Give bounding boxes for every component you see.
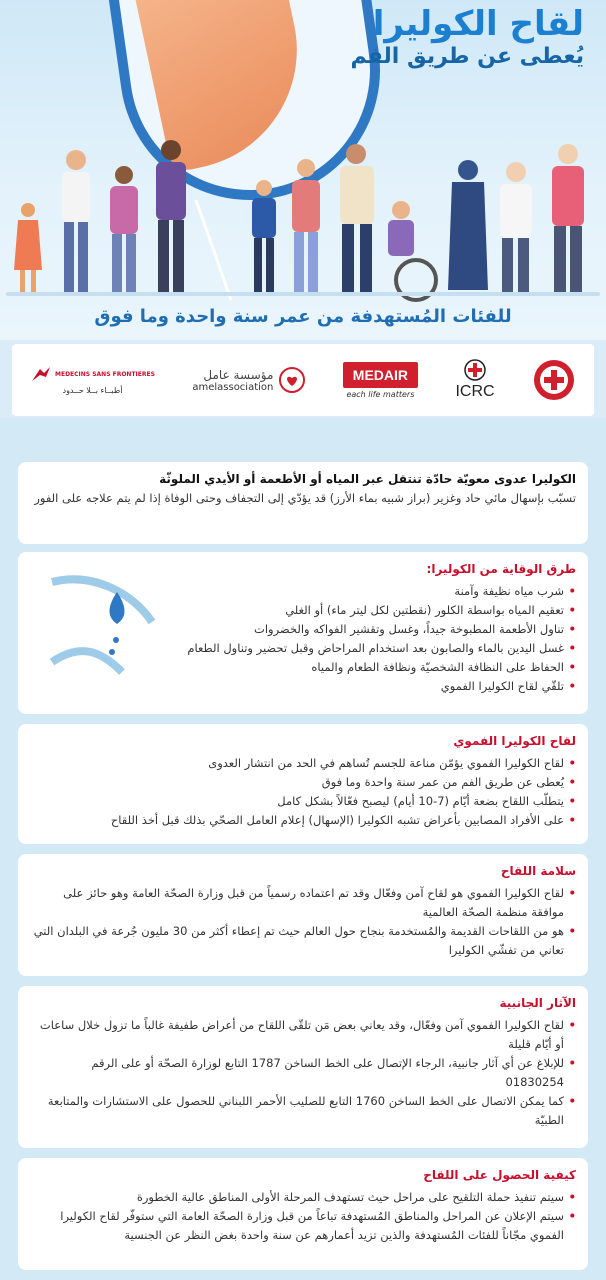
lebanese-red-cross-icon [532, 358, 576, 402]
list-item: • غسل اليدين بالماء والصابون بعد استخدام المراحاض وقبل تحضير وتناول الطعام [30, 639, 576, 658]
amel-logo [192, 367, 305, 393]
list-item: • تناول الأطعمة المطبوخة جيداً، وغسل وتقشير الفواكه والخضروات [30, 620, 576, 639]
target-groups-tagline: للفئات المُستهدفة من عمر سنة واحدة وما فوق [94, 306, 512, 327]
intro-section [18, 462, 588, 544]
list-item: • للإبلاغ عن أي آثار جانبية، الرجاء الإتصال على الخط الساخن 1787 التابع لوزارة الصحّة أو على الرقم 01830254 [30, 1054, 576, 1092]
side-effects-list [30, 1016, 576, 1130]
list-item: • يتطلّب اللقاح بضعة أيّام (7-10 أيام) ليصبح فعّالاً بشكل كامل [30, 792, 576, 811]
list-item: • تعقيم المياه بواسطة الكلور (نقطتين لكل ليتر ماء) أو الغلي [30, 601, 576, 620]
side-effects-section [18, 986, 588, 1148]
person-elderly-woman [500, 162, 532, 292]
list-item: • سيتم الإعلان عن المراحل والمناطق المُستهدفة تباعاً من قبل وزارة الصحّة العامة التي ستوفّر لقاح الكوليرا الفموي مجّاناً للفئات المُستهدفة والذين تزيد أعمارهم عن سنة واحدة بغض النظر عن الجنسية [30, 1207, 576, 1245]
list-item: • هو من اللقاحات القديمة والمُستخدمة بنجاح حول العالم حيث تم إعطاء أكثر من 30 مليون جُرعة في البلدان التي تعاني من تفشّي الكوليرا [30, 922, 576, 960]
medair-logo [343, 362, 418, 399]
amel-name-en: amelassociation [192, 381, 274, 393]
access-list [30, 1188, 576, 1245]
person-man-white [62, 150, 90, 292]
safety-section [18, 854, 588, 976]
person-woman-pink [292, 159, 320, 292]
person-blind-man [156, 140, 231, 300]
icrc-cross-icon [464, 359, 486, 381]
prevention-list [30, 582, 576, 696]
person-woman-baby [110, 166, 138, 292]
icrc-name: ICRC [455, 383, 495, 400]
person-elderly-man [552, 144, 584, 292]
content-background [0, 418, 606, 1280]
msf-logo [30, 365, 155, 395]
list-item: • شرب مياه نظيفة وآمنة [30, 582, 576, 601]
page-title: لقاح الكوليرا [372, 4, 584, 44]
vaccine-heading: لقاح الكوليرا الفموي [453, 734, 576, 748]
person-girl [14, 203, 42, 292]
list-item: • سيتم تنفيذ حملة التلقيح على مراحل حيث تستهدف المرحلة الأولى المناطق عالية الخطورة [30, 1188, 576, 1207]
person-hijab-woman [448, 160, 488, 290]
list-item: • على الأفراد المصابين بأعراض تشبه الكوليرا (الإسهال) إعلام العامل الصحّي بذلك قبل أخذ اللقاح [30, 811, 576, 830]
access-section [18, 1158, 588, 1270]
vaccine-list [30, 754, 576, 830]
safety-heading: سلامة اللقاح [500, 864, 576, 878]
msf-name-en: MEDECINS SANS FRONTIERES [55, 370, 155, 378]
safety-list [30, 884, 576, 960]
person-father-child [340, 144, 374, 292]
intro-symptoms: تسبّب بإسهال مائي حاد وغزير (براز شبيه بماء الأرز) قد يؤدّي إلى التجفاف وحتى الوفاة إذا لم يتم علاجه على الفور [34, 491, 576, 505]
list-item: • تلقّي لقاح الكوليرا الفموي [30, 677, 576, 696]
access-heading: كيفية الحصول على اللقاح [423, 1168, 576, 1182]
list-item: • يُعطى عن طريق الفم من عمر سنة واحدة وما فوق [30, 773, 576, 792]
person-wheelchair [388, 201, 436, 300]
msf-name-ar: أطبــاء بــلا حــدود [62, 386, 123, 395]
medair-tagline: each life matters [346, 389, 415, 399]
list-item: • لقاح الكوليرا الفموي يؤمّن مناعة للجسم تُساهم في الحد من انتشار العدوى [30, 754, 576, 773]
vaccine-section [18, 724, 588, 844]
prevention-section [18, 552, 588, 714]
prevention-heading: طرق الوقاية من الكوليرا: [426, 562, 576, 576]
intro-definition: الكوليرا عدوى معويّة حادّة تنتقل عبر المياه أو الأطعمة أو الأيدي الملوثّة [159, 472, 576, 486]
person-boy [252, 180, 276, 292]
list-item: • الحفاظ على النظافة الشخصيّة ونظافة الطعام والمياه [30, 658, 576, 677]
side-effects-heading: الآثار الجانبية [499, 996, 576, 1010]
amel-heart-icon [279, 367, 305, 393]
list-item: • لقاح الكوليرا الفموي آمن وفعّال، وقد يعاني بعض مَن تلقّى اللقاح من أعراض طفيفة غالباً ما تزول خلال ساعات أو أيّام قليلة [30, 1016, 576, 1054]
msf-runner-icon [30, 365, 52, 383]
medair-name: MEDAIR [343, 362, 418, 388]
icrc-logo [455, 359, 494, 401]
amel-name-ar: مؤسسة عامل [203, 367, 274, 382]
list-item: • كما يمكن الاتصال على الخط الساخن 1760 التابع للصليب الأحمر اللبناني للحصول على الاستشارات والمتابعة الطبيّة [30, 1092, 576, 1130]
people-illustration [6, 140, 600, 305]
list-item: • لقاح الكوليرا الفموي هو لقاح آمن وفعّال وقد تم اعتماده رسمياً من قبل وزارة الصحّة العامة وهو حائز على موافقة منظمة الصحّة العالمية [30, 884, 576, 922]
page-subtitle: يُعطى عن طريق الفم [350, 44, 584, 69]
partner-logos-bar [12, 344, 594, 416]
hero-banner [0, 0, 606, 340]
